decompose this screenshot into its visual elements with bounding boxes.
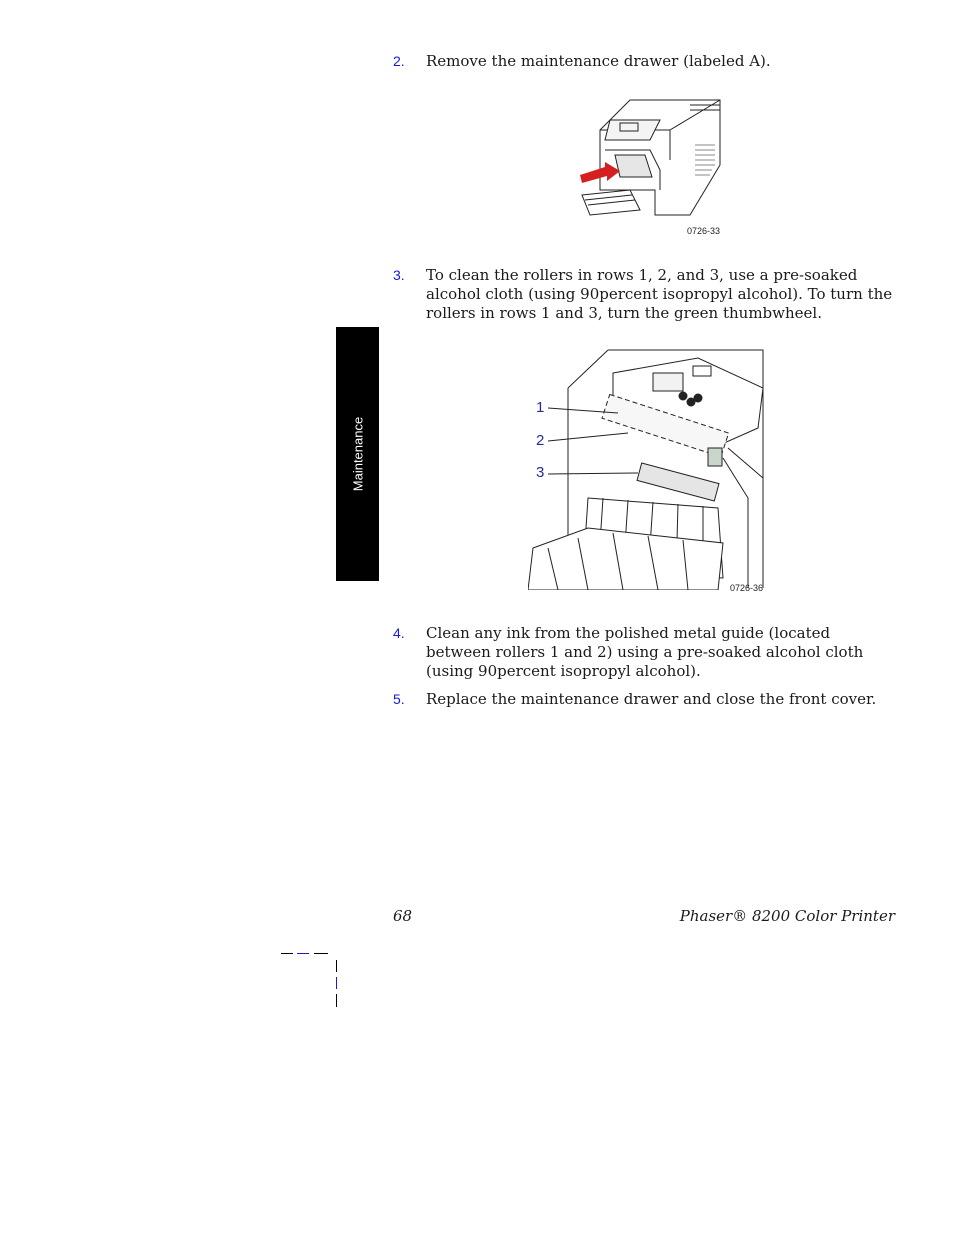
step-number: 2. — [393, 53, 405, 69]
callout-2: 2 — [536, 432, 545, 449]
nav-mark — [314, 953, 328, 954]
figure-rollers — [528, 348, 768, 596]
section-tab — [336, 327, 379, 581]
step-number: 4. — [393, 625, 405, 641]
nav-mark[interactable] — [336, 977, 337, 989]
nav-mark[interactable] — [297, 953, 309, 954]
nav-mark — [336, 960, 337, 972]
page-number: 68 — [393, 907, 413, 925]
step-text: Clean any ink from the polished metal guide (located between rollers 1 and 2) using a pre-soaked alcohol cloth (using 90percent isopropyl alcohol). — [426, 624, 864, 680]
step-text: To clean the rollers in rows 1, 2, and 3, use a pre-soaked alcohol cloth (using 90percent isopropyl alcohol). To turn the rollers in rows 1 and 3, turn the green thumbwheel. — [426, 266, 893, 322]
footer-title: Phaser® 8200 Color Printer — [679, 907, 895, 925]
step-text: Remove the maintenance drawer (labeled A). — [426, 52, 771, 70]
callout-3: 3 — [536, 464, 545, 481]
figure-code: 0726-33 — [687, 226, 721, 236]
step-number: 5. — [393, 691, 405, 707]
section-tab-label: Maintenance — [350, 416, 365, 492]
callout-1: 1 — [536, 399, 545, 416]
nav-mark — [336, 994, 337, 1007]
nav-mark — [281, 953, 293, 954]
step-text: Replace the maintenance drawer and close the front cover. — [426, 690, 877, 708]
printer-rollers-illustration — [528, 348, 768, 590]
step-number: 3. — [393, 267, 405, 283]
printer-drawer-illustration — [570, 95, 730, 220]
figure-drawer-removal — [570, 95, 730, 240]
figure-code: 0726-36 — [730, 583, 764, 593]
